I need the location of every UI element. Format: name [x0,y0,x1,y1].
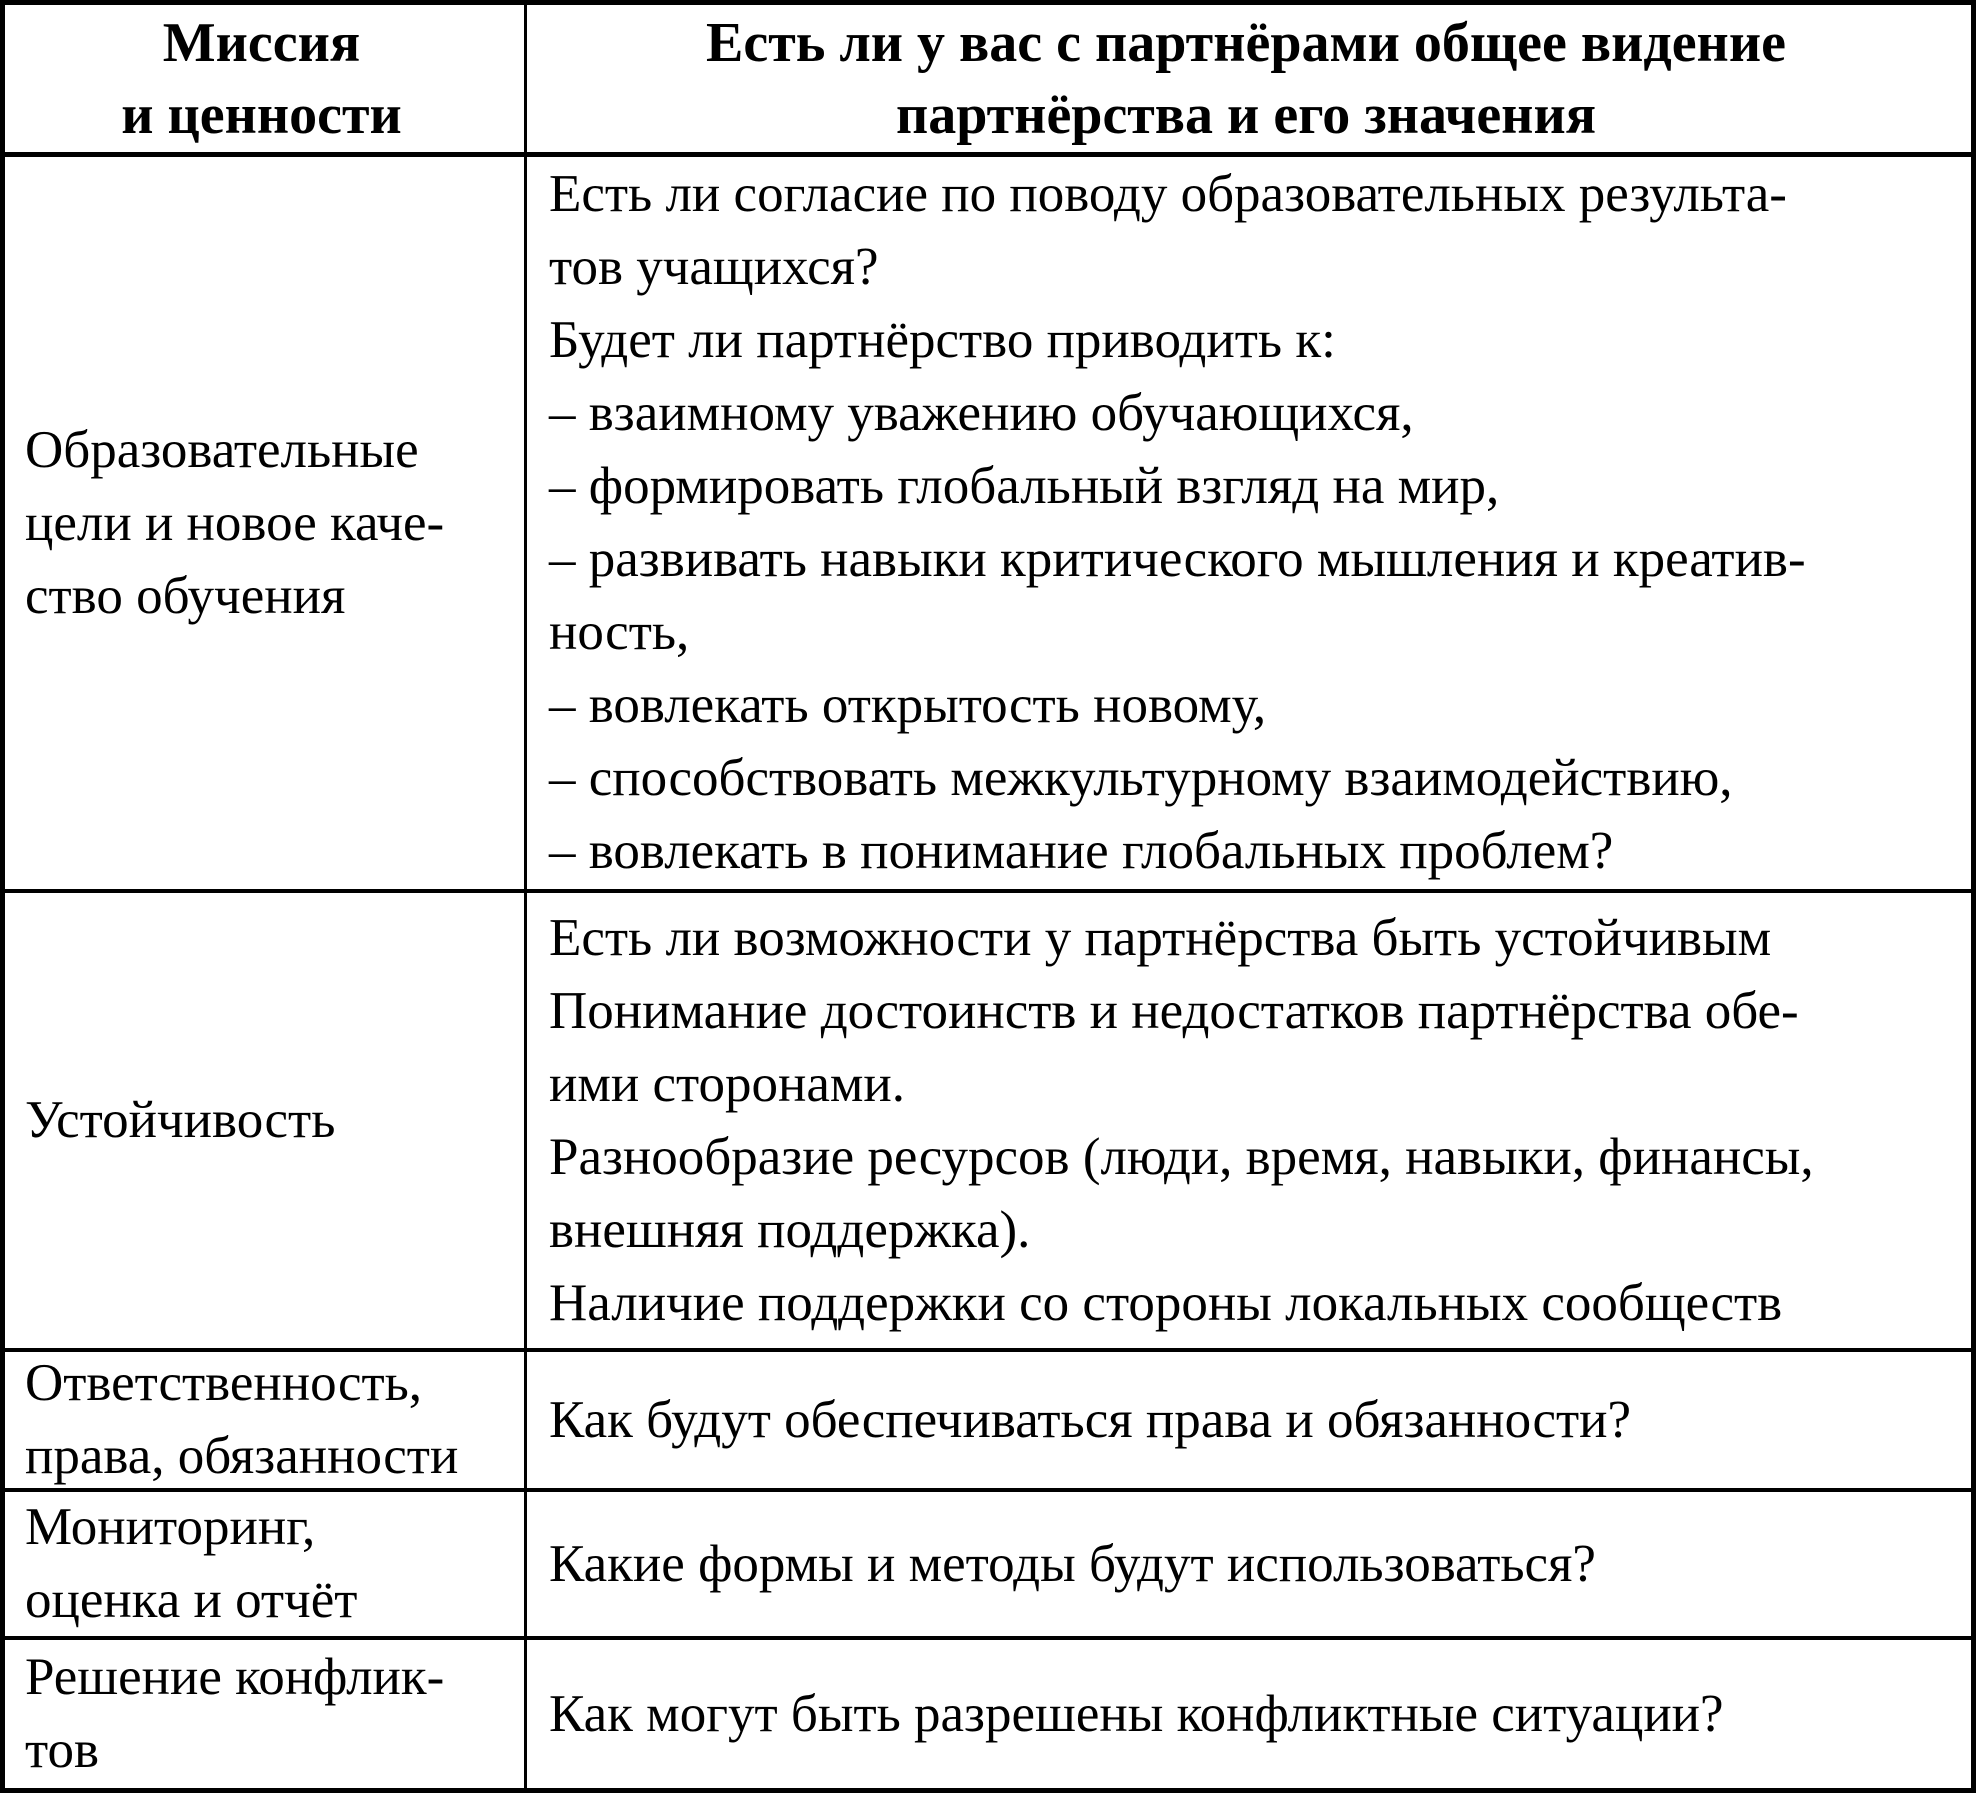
text-line: – вовлекать открытость новому, [549,676,1267,734]
text-line: права, обязанности [25,1427,459,1485]
text-line: Есть ли возможности у партнёрства быть устойчивым [549,908,1772,967]
text-line: Мониторинг, [25,1498,316,1556]
row-label-cell-sustainability [5,893,527,1352]
header-cell-shared-vision-question [527,5,1971,157]
text-line: оценка и отчёт [25,1571,358,1629]
text-line: Как будут обеспечиваться права и обязанности? [549,1390,1632,1449]
text-line: Разнообразие ресурсов (люди, время, навыки, финансы, [549,1127,1814,1186]
text-line: Решение конфлик- [25,1648,445,1706]
row-label-cell-educational-goals [5,157,527,893]
text-line: ими сторонами. [549,1054,906,1113]
text-line: Есть ли у вас с партнёрами общее видение [706,11,1786,74]
text-line: тов учащихся? [549,238,879,296]
row-content-cell-monitoring [527,1492,1971,1640]
text-line: – взаимному уважению обучающихся, [549,384,1414,442]
text-line: Есть ли согласие по поводу образовательных результа- [549,165,1787,223]
text-line: Ответственность, [25,1354,423,1412]
row-label-cell-monitoring [5,1492,527,1640]
row-content-cell-responsibility [527,1352,1971,1492]
text-line: ность, [549,603,690,661]
text-line: цели и новое каче- [25,493,445,552]
text-line: Образовательные [25,420,419,479]
text-line: Устойчивость [25,1091,336,1149]
text-line: Какие формы и методы будут использоваться? [549,1534,1596,1593]
text-line: ство обучения [25,566,346,625]
text-line: – формировать глобальный взгляд на мир, [549,457,1500,515]
row-label-cell-conflict-resolution [5,1640,527,1788]
text-line: тов [25,1721,99,1779]
text-line: Наличие поддержки со стороны локальных сообществ [549,1273,1783,1332]
text-line: и ценности [121,83,402,146]
row-content-cell-educational-goals [527,157,1971,893]
text-line: Понимание достоинств и недостатков партнёрства обе- [549,981,1799,1040]
text-line: Как могут быть разрешены конфликтные ситуации? [549,1684,1724,1743]
row-content-cell-sustainability [527,893,1971,1352]
row-content-cell-conflict-resolution [527,1640,1971,1788]
header-cell-mission [5,5,527,157]
text-line: Будет ли партнёрство приводить к: [549,311,1336,369]
text-line: – вовлекать в понимание глобальных проблем? [549,822,1614,880]
text-line: – способствовать межкультурному взаимодействию, [549,749,1733,807]
text-line: Миссия [162,11,361,74]
row-label-cell-responsibility [5,1352,527,1492]
text-line: – развивать навыки критического мышления и креатив- [549,530,1806,588]
text-line: партнёрства и его значения [896,83,1596,146]
text-line: внешняя поддержка). [549,1200,1031,1259]
